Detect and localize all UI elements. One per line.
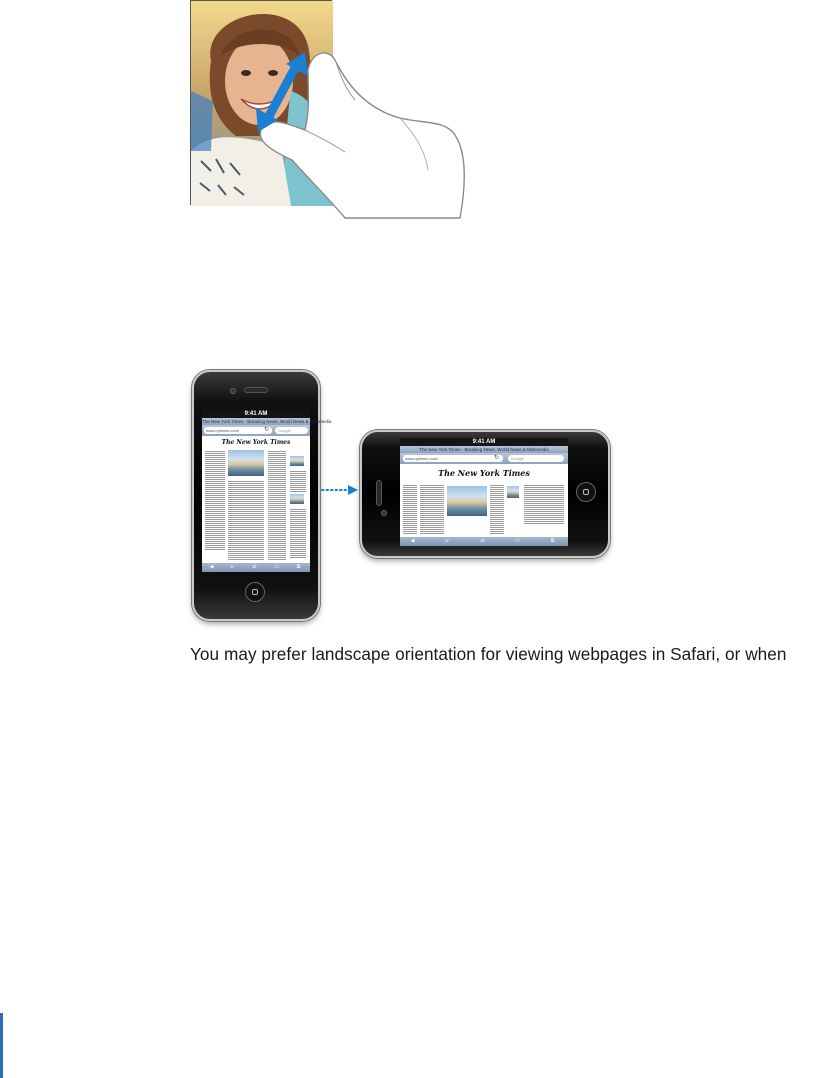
safari-toolbar (202, 563, 310, 572)
newspaper-masthead: The New York Times (221, 439, 291, 446)
address-field[interactable]: www.nytimes.com/ (403, 455, 503, 462)
address-field[interactable]: www.nytimes.com/ (204, 427, 272, 434)
thumbnail-photo (290, 456, 304, 466)
article-column (490, 484, 504, 534)
article-column (290, 508, 306, 558)
back-icon[interactable]: ◀ (410, 538, 415, 544)
lead-photo (228, 450, 264, 476)
article-column (228, 480, 264, 560)
article-column (403, 484, 417, 534)
search-field[interactable]: Google (275, 427, 308, 434)
safari-address-row (202, 425, 310, 436)
thumbnail-photo (290, 494, 304, 504)
safari-toolbar (400, 537, 568, 546)
status-bar-time: 9:41 AM (202, 410, 310, 418)
safari-page-title: The New York Times - Breaking News, World News & Multimedia (400, 446, 568, 453)
status-bar-time: 9:41 AM (400, 438, 568, 446)
safari-page-title: The New York Times - Breaking News, World News & Multimedia (202, 419, 332, 424)
article-column (268, 450, 286, 560)
pages-icon[interactable]: ⧉ (550, 538, 555, 544)
earpiece-speaker (244, 387, 268, 393)
forward-icon[interactable]: ▶ (230, 564, 235, 570)
home-button[interactable] (576, 482, 596, 502)
share-icon[interactable]: ⇄ (252, 564, 257, 570)
article-column (524, 484, 564, 524)
back-icon[interactable]: ◀ (209, 564, 214, 570)
forward-icon[interactable]: ▶ (445, 538, 450, 544)
newspaper-masthead: The New York Times (438, 468, 530, 478)
landscape-iphone (360, 430, 610, 558)
thumbnail-photo (507, 486, 519, 498)
safari-address-row (400, 453, 568, 464)
article-column (205, 450, 225, 550)
margin-accent-bar (0, 1013, 3, 1078)
portrait-safari-screen (202, 410, 332, 572)
webpage-content (202, 436, 310, 563)
pages-icon[interactable]: ⧉ (296, 564, 301, 570)
lead-photo (447, 486, 487, 516)
pinch-gesture-figure (190, 0, 475, 218)
rotation-arrow-icon (320, 484, 360, 496)
home-button[interactable] (245, 582, 265, 602)
bookmarks-icon[interactable]: ▭ (515, 538, 520, 544)
reload-icon[interactable]: ↻ (264, 427, 270, 433)
landscape-safari-screen (400, 438, 568, 546)
bookmarks-icon[interactable]: ▭ (274, 564, 279, 570)
body-text-caption: You may prefer landscape orientation for viewing webpages in Safari, or when (190, 644, 787, 664)
portrait-iphone (192, 370, 332, 621)
search-field[interactable]: Google (508, 455, 564, 462)
front-camera (381, 510, 387, 516)
reload-icon[interactable]: ↻ (494, 455, 500, 461)
article-column (420, 484, 444, 534)
article-column (290, 470, 306, 492)
webpage-content (400, 464, 568, 537)
pinch-double-arrow-icon (248, 50, 318, 135)
share-icon[interactable]: ⇄ (480, 538, 485, 544)
earpiece-speaker (376, 480, 382, 506)
front-camera (230, 388, 236, 394)
